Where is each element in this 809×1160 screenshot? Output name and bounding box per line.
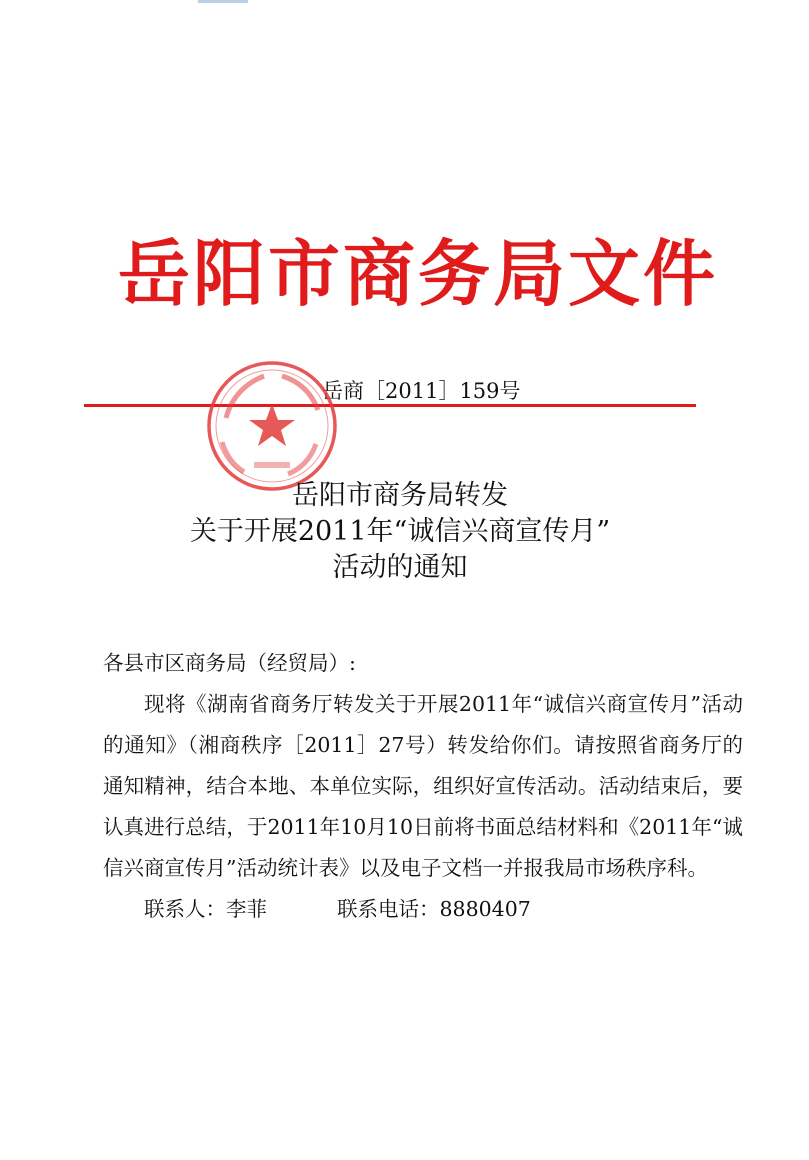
notice-title	[100, 478, 700, 586]
contact-phone: 联系电话：8880407	[337, 897, 531, 921]
contact-line	[103, 889, 743, 930]
title-line-2: 关于开展2011年“诚信兴商宣传月”	[189, 516, 611, 547]
official-seal-icon	[204, 358, 340, 494]
header-red-rule	[84, 404, 696, 407]
document-masthead: 岳阳市商务局文件	[118, 232, 719, 316]
notice-body	[103, 643, 743, 930]
scan-edge-mark	[198, 0, 248, 3]
document-number: 岳商［2011］159号	[322, 379, 521, 403]
title-line-1: 岳阳市商务局转发	[292, 480, 508, 511]
salutation: 各县市区商务局（经贸局）:	[103, 651, 356, 675]
body-paragraph: 现将《湖南省商务厅转发关于开展2011年“诚信兴商宣传月”活动的通知》（湘商秩序［2011］27号）转发给你们。请按照省商务厅的通知精神，结合本地、本单位实际，组织好宣传活动。活动结束后，要认真进行总结，于2011年10月10日前将书面总结材料和《2011年“诚信兴商宣传月”活动统计表》以及电子文档一并报我局市场秩序科。	[103, 692, 743, 880]
title-line-3: 活动的通知	[332, 552, 468, 583]
contact-person: 联系人：李菲	[144, 897, 267, 921]
